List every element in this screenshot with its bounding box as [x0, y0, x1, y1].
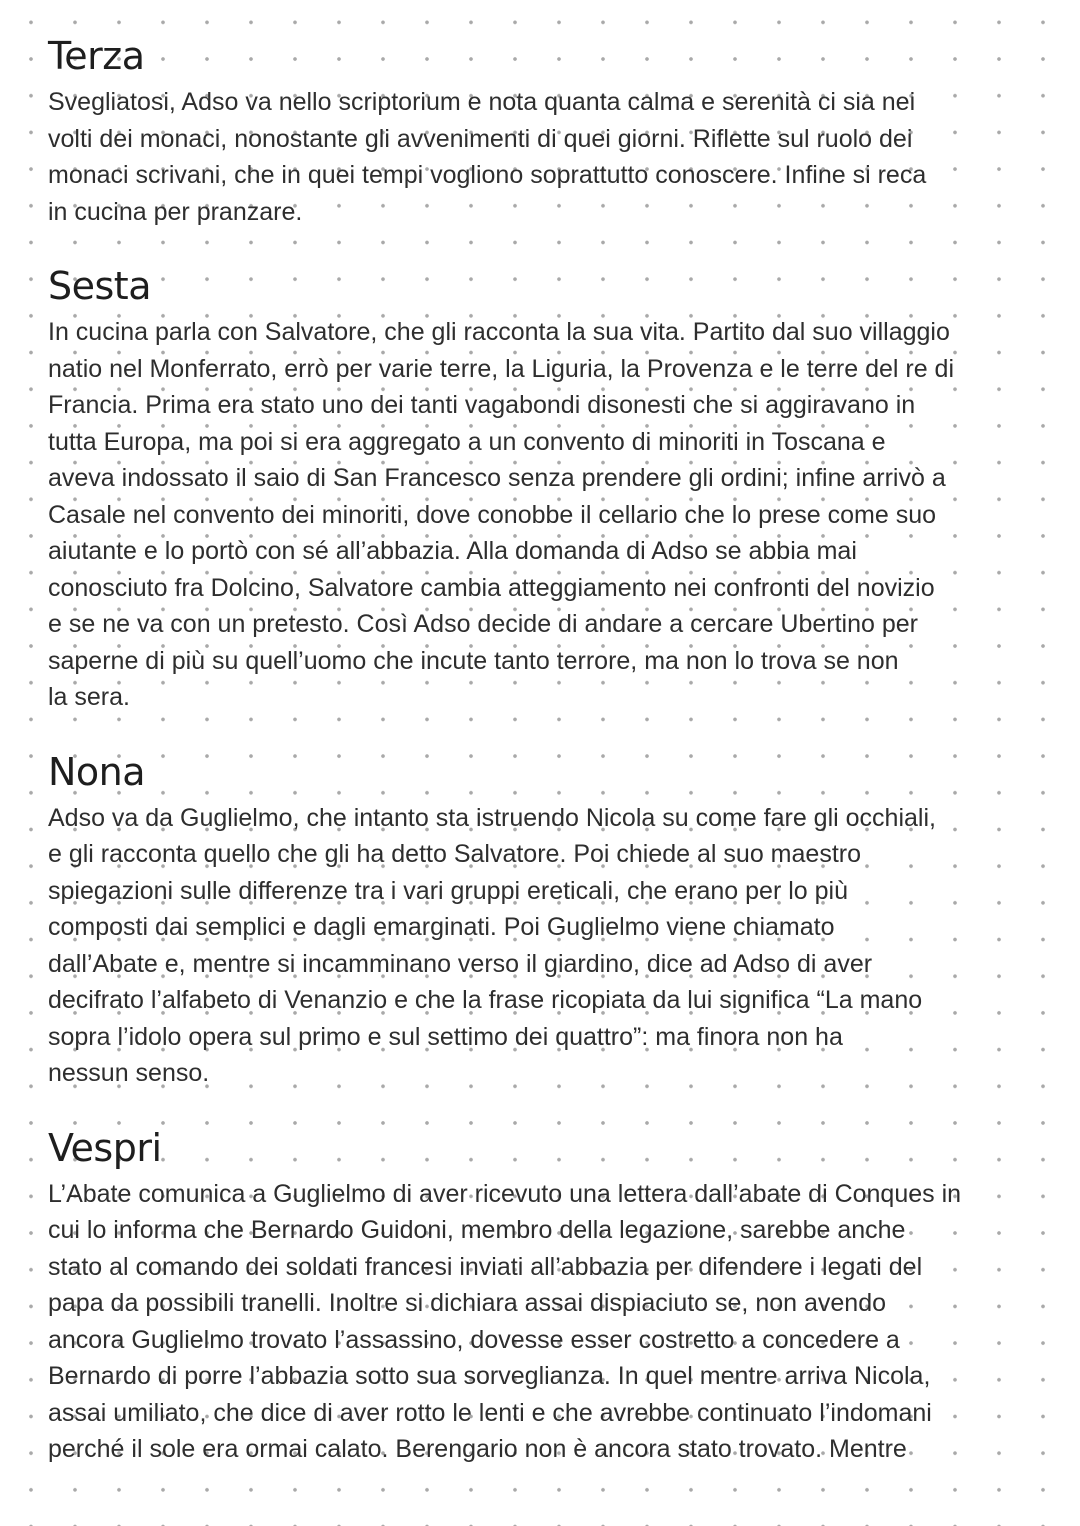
text-line: assai umiliato, che dice di aver rotto le lenti e che avrebbe continuato l’indomani — [48, 1398, 932, 1427]
text-line: la sera. — [48, 683, 130, 711]
text-line: sopra l’idolo opera sul primo e sul settimo dei quattro”: ma finora non ha — [48, 1022, 843, 1051]
text-line: conosciuto fra Dolcino, Salvatore cambia atteggiamento nei confronti del novizio — [48, 573, 935, 602]
text-line: papa da possibili tranelli. Inoltre si dichiara assai dispiaciuto se, non avendo — [48, 1289, 887, 1317]
text-line: aveva indossato il saio di San Francesco senza prendere gli ordini; infine arrivò a — [48, 464, 946, 492]
section-title: Terza — [48, 34, 145, 78]
text-line: ancora Guglielmo trovato l’assassino, dovesse esser costretto a concedere a — [48, 1325, 900, 1354]
text-line: Adso va da Guglielmo, che intanto sta istruendo Nicola su come fare gli occhiali, — [48, 803, 936, 832]
text-line: dall’Abate e, mentre si incamminano verso il giardino, dice ad Adso di aver — [48, 949, 873, 978]
section-nona — [48, 748, 1038, 1092]
text-line: In cucina parla con Salvatore, che gli racconta la sua vita. Partito dal suo villaggio — [48, 318, 950, 346]
text-line: spiegazioni sulle differenze tra i vari gruppi ereticali, che erano per lo più — [48, 876, 848, 905]
section-title: Nona — [48, 749, 146, 794]
text-line: stato al comando dei soldati francesi inviati all’abbazia per difendere i legati del — [48, 1252, 923, 1281]
section-terza — [48, 32, 1038, 230]
document-page — [48, 32, 1038, 1500]
text-line: Francia. Prima era stato uno dei tanti vagabondi disonesti che si aggiravano in — [48, 391, 916, 419]
section-paragraph — [48, 1176, 1038, 1468]
section-title: Vespri — [48, 1125, 162, 1170]
text-line: L’Abate comunica a Guglielmo di aver ricevuto una lettera dall’abate di Conques in — [48, 1179, 962, 1208]
text-line: composti dai semplici e dagli emarginati. Poi Guglielmo viene chiamato — [48, 913, 835, 941]
text-line: volti dei monaci, nonostante gli avvenimenti di quei giorni. Riflette sul ruolo dei — [48, 124, 913, 153]
text-line: natio nel Monferrato, errò per varie terre, la Liguria, la Provenza e le terre del re di — [48, 354, 955, 383]
text-line: e gli racconta quello che gli ha detto Salvatore. Poi chiede al suo maestro — [48, 840, 861, 868]
text-line: aiutante e lo portò con sé all’abbazia. Alla domanda di Adso se abbia mai — [48, 537, 857, 565]
text-line: tutta Europa, ma poi si era aggregato a un convento di minoriti in Toscana e — [48, 427, 886, 456]
section-paragraph — [48, 84, 1038, 230]
text-line: nessun senso. — [48, 1059, 210, 1087]
text-line: perché il sole era ormai calato. Berengario non è ancora stato trovato. Mentre — [48, 1435, 907, 1463]
text-line: decifrato l’alfabeto di Venanzio e che la frase ricopiata da lui significa “La mano — [48, 986, 923, 1014]
section-paragraph — [48, 314, 1038, 716]
text-line: saperne di più su quell’uomo che incute tanto terrore, ma non lo trova se non — [48, 646, 899, 675]
text-line: monaci scrivani, che in quei tempi vogliono soprattutto conoscere. Infine si reca — [48, 161, 927, 189]
text-line: Bernardo di porre l’abbazia sotto sua sorveglianza. In quel mentre arriva Nicola, — [48, 1362, 931, 1390]
text-line: in cucina per pranzare. — [48, 197, 303, 226]
text-line: Svegliatosi, Adso va nello scriptorium e nota quanta calma e serenità ci sia nei — [48, 88, 916, 116]
text-line: e se ne va con un pretesto. Così Adso decide di andare a cercare Ubertino per — [48, 610, 918, 638]
section-title: Sesta — [48, 264, 151, 308]
section-sesta — [48, 262, 1038, 716]
text-line: cui lo informa che Bernardo Guidoni, membro della legazione, sarebbe anche — [48, 1216, 906, 1244]
section-paragraph — [48, 800, 1038, 1092]
text-line: Casale nel convento dei minoriti, dove conobbe il cellario che lo prese come suo — [48, 500, 937, 529]
section-vespri — [48, 1124, 1038, 1468]
